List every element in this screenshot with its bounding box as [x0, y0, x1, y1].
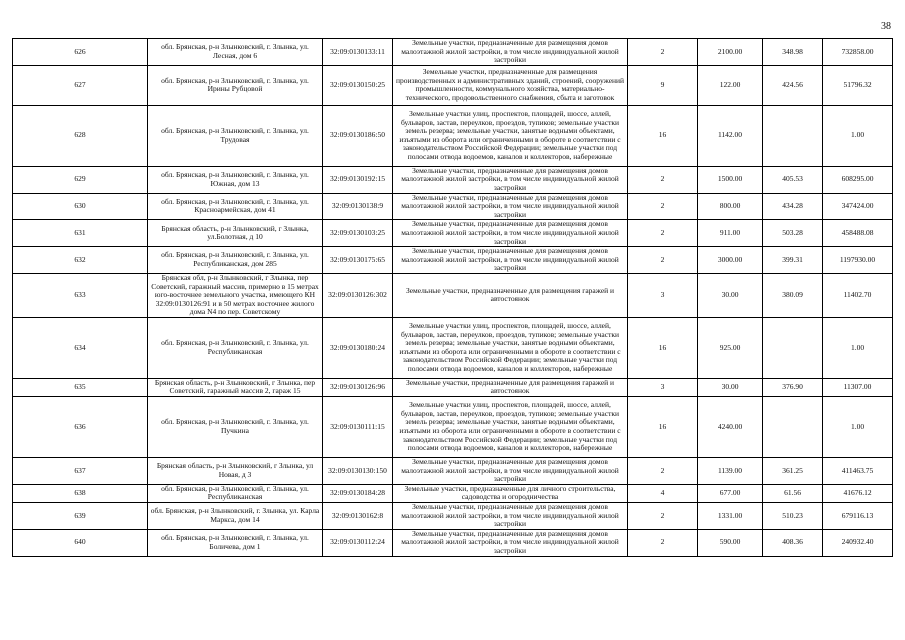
- area-cell: 800.00: [698, 193, 763, 220]
- row-number: 637: [13, 458, 148, 485]
- cadastral-value-cell: 1.00: [823, 317, 893, 378]
- land-use-cell: Земельные участки, предназначенные для размещения гаражей и автостоянок: [393, 378, 628, 396]
- land-use-cell: Земельные участки, предназначенные для размещения производственных и административных зданий, строений, сооружений промышленности, коммунального хозяйства, материально-технического, продовольственного снабжения, сбыта и заготовок: [393, 65, 628, 105]
- land-use-cell: Земельные участки, предназначенные для размещения домов малоэтажной жилой застройки, в том числе индивидуальной жилой застройки: [393, 193, 628, 220]
- group-cell: 9: [628, 65, 698, 105]
- land-use-cell: Земельные участки, предназначенные для размещения домов малоэтажной жилой застройки, в том числе индивидуальной жилой застройки: [393, 166, 628, 193]
- land-use-cell: Земельные участки, предназначенные для размещения гаражей и автостоянок: [393, 273, 628, 317]
- cadastral-value-cell: 458488.08: [823, 220, 893, 247]
- cadastral-number-cell: 32:09:0130162:8: [323, 503, 393, 530]
- group-cell: 4: [628, 484, 698, 502]
- cadastral-value-cell: 1.00: [823, 105, 893, 166]
- address-cell: обл. Брянская, р-н Злынковский, г. Злынка, ул. Трудовая: [148, 105, 323, 166]
- area-cell: 1142.00: [698, 105, 763, 166]
- cadastral-value-cell: 679116.13: [823, 503, 893, 530]
- cadastral-number-cell: 32:09:0130150:25: [323, 65, 393, 105]
- land-use-cell: Земельные участки, предназначенные для размещения домов малоэтажной жилой застройки, в том числе индивидуальной жилой застройки: [393, 503, 628, 530]
- row-number: 636: [13, 397, 148, 458]
- group-cell: 2: [628, 220, 698, 247]
- address-cell: Брянская область, р-н Злынковский, г Злынка, ул.Болотная, д 10: [148, 220, 323, 247]
- page-number: 38: [881, 21, 891, 32]
- address-cell: обл. Брянская, р-н Злынковский, г. Злынка, ул. Боличева, дом 1: [148, 529, 323, 556]
- group-cell: 16: [628, 317, 698, 378]
- area-cell: 30.00: [698, 273, 763, 317]
- cadastral-number-cell: 32:09:0130192:15: [323, 166, 393, 193]
- cadastral-value-cell: 11402.70: [823, 273, 893, 317]
- cadastral-number-cell: 32:09:0130184:28: [323, 484, 393, 502]
- specific-value-cell: 424.56: [763, 65, 823, 105]
- group-cell: 2: [628, 166, 698, 193]
- land-use-cell: Земельные участки, предназначенные для размещения домов малоэтажной жилой застройки, в том числе индивидуальной жилой застройки: [393, 220, 628, 247]
- area-cell: 925.00: [698, 317, 763, 378]
- cadastral-value-cell: 1197930.00: [823, 247, 893, 274]
- table-row: [13, 317, 893, 378]
- specific-value-cell: 405.53: [763, 166, 823, 193]
- area-cell: 122.00: [698, 65, 763, 105]
- land-use-cell: Земельные участки улиц, проспектов, площадей, шоссе, аллей, бульваров, застав, переулков, проездов, тупиков; земельные участки земель резерва; земельные участки, занятые водными объектами, изъятыми из оборота или ограниченными в обороте в соответствии с законодательством Российской Федерации; земельные участки под полосами отвода водоемов, каналов и коллекторов, набережные: [393, 317, 628, 378]
- cadastral-number-cell: 32:09:0130130:150: [323, 458, 393, 485]
- address-cell: обл. Брянская, р-н Злынковский, г. Злынка, ул. Ирины Рубцовой: [148, 65, 323, 105]
- address-cell: Брянская область, р-н Злынковский, г Злынка, пер Советский, гаражный массив 2, гараж 15: [148, 378, 323, 396]
- land-use-cell: Земельные участки, предназначенные для размещения домов малоэтажной жилой застройки, в том числе индивидуальной жилой застройки: [393, 39, 628, 66]
- area-cell: 677.00: [698, 484, 763, 502]
- row-number: 635: [13, 378, 148, 396]
- area-cell: 2100.00: [698, 39, 763, 66]
- cadastral-number-cell: 32:09:0130186:50: [323, 105, 393, 166]
- row-number: 632: [13, 247, 148, 274]
- land-use-cell: Земельные участки улиц, проспектов, площадей, шоссе, аллей, бульваров, застав, переулков, проездов, тупиков; земельные участки земель резерва; земельные участки, занятые водными объектами, изъятыми из оборота или ограниченными в обороте в соответствии с законодательством Российской Федерации; земельные участки под полосами отвода водоемов, каналов и коллекторов, набережные: [393, 397, 628, 458]
- row-number: 629: [13, 166, 148, 193]
- address-cell: Брянская обл, р-н Злынковский, г Злынка, пер Советский, гаражный массив, примерно в 15 метрах юго-восточнее земельного участка, имеющего КН 32:09:0130126:91 и в 50 метрах восточнее жилого дома N4 по пер. Советскому: [148, 273, 323, 317]
- table-row: [13, 39, 893, 66]
- row-number: 631: [13, 220, 148, 247]
- land-use-cell: Земельные участки, предназначенные для личного строительства, садоводства и огородничества: [393, 484, 628, 502]
- area-cell: 1500.00: [698, 166, 763, 193]
- cadastral-number-cell: 32:09:0130180:24: [323, 317, 393, 378]
- row-number: 634: [13, 317, 148, 378]
- cadastral-value-cell: 411463.75: [823, 458, 893, 485]
- specific-value-cell: 434.28: [763, 193, 823, 220]
- specific-value-cell: [763, 397, 823, 458]
- group-cell: 2: [628, 193, 698, 220]
- group-cell: 3: [628, 378, 698, 396]
- specific-value-cell: 348.98: [763, 39, 823, 66]
- cadastral-number-cell: 32:09:0130133:11: [323, 39, 393, 66]
- area-cell: 30.00: [698, 378, 763, 396]
- row-number: 638: [13, 484, 148, 502]
- cadastral-number-cell: 32:09:0130111:15: [323, 397, 393, 458]
- cadastral-value-cell: 41676.12: [823, 484, 893, 502]
- row-number: 639: [13, 503, 148, 530]
- table-row: [13, 247, 893, 274]
- row-number: 626: [13, 39, 148, 66]
- address-cell: обл. Брянская, р-н Злынковский, г. Злынка, ул. Республиканская: [148, 317, 323, 378]
- specific-value-cell: 399.31: [763, 247, 823, 274]
- group-cell: 2: [628, 247, 698, 274]
- address-cell: обл. Брянская, р-н Злынковский, г. Злынка, ул. Пучкина: [148, 397, 323, 458]
- table-body: [13, 39, 893, 557]
- cadastral-value-cell: 51796.32: [823, 65, 893, 105]
- table-row: [13, 378, 893, 396]
- cadastral-number-cell: 32:09:0130126:302: [323, 273, 393, 317]
- table-row: [13, 166, 893, 193]
- area-cell: 911.00: [698, 220, 763, 247]
- address-cell: обл. Брянская, р-н Злынковский, г. Злынка, ул. Южная, дом 13: [148, 166, 323, 193]
- cadastral-value-table: [12, 38, 893, 557]
- specific-value-cell: 380.09: [763, 273, 823, 317]
- row-number: 640: [13, 529, 148, 556]
- specific-value-cell: 408.36: [763, 529, 823, 556]
- group-cell: 2: [628, 39, 698, 66]
- cadastral-number-cell: 32:09:0130103:25: [323, 220, 393, 247]
- group-cell: 2: [628, 503, 698, 530]
- address-cell: обл. Брянская, р-н Злынковский, г. Злынка, ул. Карла Маркса, дом 14: [148, 503, 323, 530]
- specific-value-cell: 61.56: [763, 484, 823, 502]
- cadastral-number-cell: 32:09:0130138:9: [323, 193, 393, 220]
- table-row: [13, 193, 893, 220]
- cadastral-value-cell: 240932.40: [823, 529, 893, 556]
- group-cell: 2: [628, 529, 698, 556]
- specific-value-cell: 510.23: [763, 503, 823, 530]
- group-cell: 16: [628, 105, 698, 166]
- row-number: 633: [13, 273, 148, 317]
- cadastral-value-cell: 732858.00: [823, 39, 893, 66]
- cadastral-number-cell: 32:09:0130126:96: [323, 378, 393, 396]
- address-cell: обл. Брянская, р-н Злынковский, г. Злынка, ул. Лесная, дом 6: [148, 39, 323, 66]
- specific-value-cell: 376.90: [763, 378, 823, 396]
- group-cell: 2: [628, 458, 698, 485]
- address-cell: Брянская область, р-н Злынковский, г Злынка, ул Новая, д 3: [148, 458, 323, 485]
- row-number: 630: [13, 193, 148, 220]
- table-row: [13, 503, 893, 530]
- specific-value-cell: 361.25: [763, 458, 823, 485]
- table-row: [13, 105, 893, 166]
- row-number: 627: [13, 65, 148, 105]
- address-cell: обл. Брянская, р-н Злынковский, г. Злынка, ул. Республиканская, дом 285: [148, 247, 323, 274]
- land-use-cell: Земельные участки, предназначенные для размещения домов малоэтажной жилой застройки, в том числе индивидуальной жилой застройки: [393, 458, 628, 485]
- cadastral-value-cell: 1.00: [823, 397, 893, 458]
- land-use-cell: Земельные участки, предназначенные для размещения домов малоэтажной жилой застройки, в том числе индивидуальной жилой застройки: [393, 529, 628, 556]
- group-cell: 16: [628, 397, 698, 458]
- area-cell: 4240.00: [698, 397, 763, 458]
- cadastral-number-cell: 32:09:0130175:65: [323, 247, 393, 274]
- group-cell: 3: [628, 273, 698, 317]
- address-cell: обл. Брянская, р-н Злынковский, г. Злынка, ул. Красноармейская, дом 41: [148, 193, 323, 220]
- table-row: [13, 65, 893, 105]
- table-row: [13, 529, 893, 556]
- table-row: [13, 397, 893, 458]
- row-number: 628: [13, 105, 148, 166]
- cadastral-number-cell: 32:09:0130112:24: [323, 529, 393, 556]
- table-row: [13, 458, 893, 485]
- cadastral-value-cell: 11307.00: [823, 378, 893, 396]
- specific-value-cell: [763, 317, 823, 378]
- specific-value-cell: 503.28: [763, 220, 823, 247]
- area-cell: 590.00: [698, 529, 763, 556]
- land-use-cell: Земельные участки, предназначенные для размещения домов малоэтажной жилой застройки, в том числе индивидуальной жилой застройки: [393, 247, 628, 274]
- cadastral-value-cell: 608295.00: [823, 166, 893, 193]
- area-cell: 1139.00: [698, 458, 763, 485]
- area-cell: 3000.00: [698, 247, 763, 274]
- table-row: [13, 220, 893, 247]
- table-row: [13, 484, 893, 502]
- cadastral-value-cell: 347424.00: [823, 193, 893, 220]
- table-row: [13, 273, 893, 317]
- specific-value-cell: [763, 105, 823, 166]
- land-use-cell: Земельные участки улиц, проспектов, площадей, шоссе, аллей, бульваров, застав, переулков, проездов, тупиков; земельные участки земель резерва; земельные участки, занятые водными объектами, изъятыми из оборота или ограниченными в обороте в соответствии с законодательством Российской Федерации; земельные участки под полосами отвода водоемов, каналов и коллекторов, набережные: [393, 105, 628, 166]
- address-cell: обл. Брянская, р-н Злынковский, г. Злынка, ул. Республиканская: [148, 484, 323, 502]
- area-cell: 1331.00: [698, 503, 763, 530]
